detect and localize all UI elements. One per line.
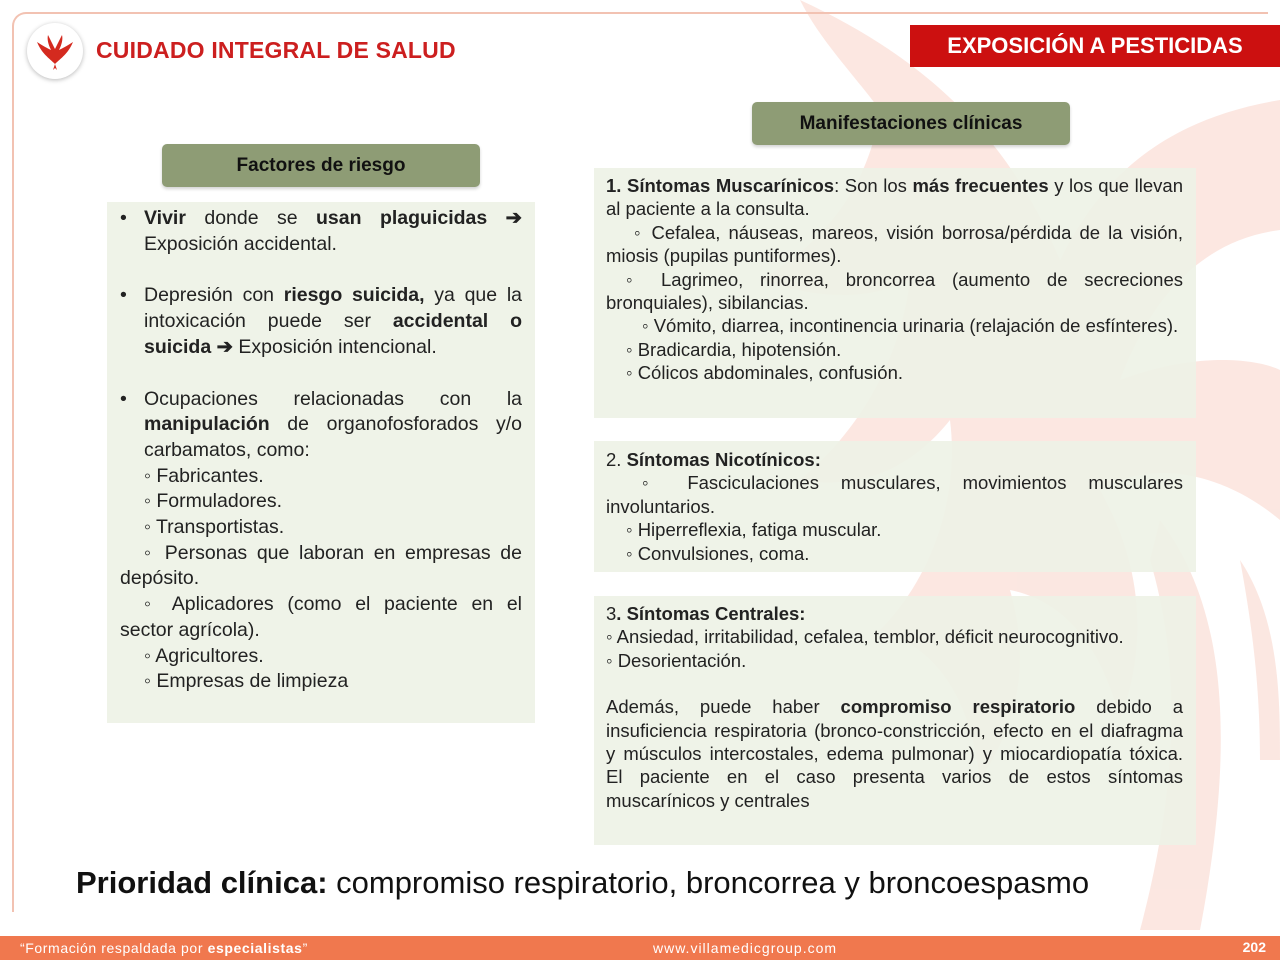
list-item: ◦ Convulsiones, coma. [626,542,810,564]
clinical-manifestations-heading: Manifestaciones clínicas [752,102,1070,145]
list-item: ◦ Personas que laboran en empresas de depósito. [120,541,522,590]
list-item: ◦ Bradicardia, hipotensión. [626,338,842,360]
footer-slogan: “Formación respaldada por especialistas” [20,940,308,956]
list-item: ◦ Aplicadores (como el paciente en el sector agrícola). [120,593,522,641]
list-item: ◦ Fabricantes. [144,464,264,487]
list-item: ◦ Cólicos abdominales, confusión. [626,362,904,384]
list-item: ◦ Vómito, diarrea, incontinencia urinaria (relajación de esfínteres). [642,315,1179,337]
muscarinic-symptoms-box [594,168,1196,418]
list-item: ◦ Transportistas. [144,516,285,539]
clinical-priority: Prioridad clínica: compromiso respiratorio, broncorrea y broncoespasmo [76,865,1090,900]
phoenix-logo-icon [27,23,83,79]
list-item: ◦ Lagrimeo, rinorrea, broncorrea (aumento de secreciones bronquiales), sibilancias. [606,268,1183,314]
list-item: ◦ Cefalea, náuseas, mareos, visión borrosa/pérdida de la visión, miosis (pupilas puntiformes). [606,221,1183,267]
list-item: ◦ Hiperreflexia, fatiga muscular. [626,519,882,541]
footer-bar [0,936,1280,960]
list-item: ◦ Desorientación. [606,649,747,671]
respiratory-note: Además, puede haber compromiso respiratorio debido a insuficiencia respiratoria (bronco-constricción, efecto en el diafragma y músculos intercostales, edema pulmonar) y miocardiopatía tóxica. El paciente en el caso presenta varios de estos síntomas muscarínicos y centrales [606,696,1184,811]
nicotinic-heading: 2. Síntomas Nicotínicos: [606,449,821,470]
nicotinic-symptoms-box [594,441,1196,572]
list-item: ◦ Fasciculaciones musculares, movimientos musculares involuntarios. [606,472,1183,517]
arrow-right-icon: ➔ [487,207,522,229]
arrow-right-icon: ➔ [211,335,239,358]
central-symptoms-box [594,596,1196,845]
risk-bullet-2: • Depresión con riesgo suicida, ya que la intoxicación puede ser accidental o suicida ➔ Exposición intencional. [120,283,522,360]
topic-banner: EXPOSICIÓN A PESTICIDAS [910,25,1280,67]
footer-website-link[interactable]: www.villamedicgroup.com [653,940,838,956]
list-item: ◦ Formuladores. [144,490,283,513]
risk-bullet-3: • Ocupaciones relacionadas con la manipulación de organofosforados y/o carbamatos, como: [120,387,522,464]
brand-title: CUIDADO INTEGRAL DE SALUD [96,37,456,63]
muscarinic-intro: 1. Síntomas Muscarínicos: Son los más frecuentes y los que llevan al paciente a la consulta. [606,175,1183,220]
list-item: ◦ Empresas de limpieza [144,670,349,693]
page-number: 202 [1242,939,1266,955]
risk-factors-heading: Factores de riesgo [162,144,480,187]
list-item: ◦ Agricultores. [144,644,264,667]
risk-bullet-1: • Vivir donde se usan plaguicidas ➔ Exposición accidental. [120,206,522,257]
list-item: ◦ Ansiedad, irritabilidad, cefalea, temblor, déficit neurocognitivo. [606,626,1124,648]
central-heading: 3. Síntomas Centrales: [606,603,806,624]
risk-factors-box [107,202,535,723]
